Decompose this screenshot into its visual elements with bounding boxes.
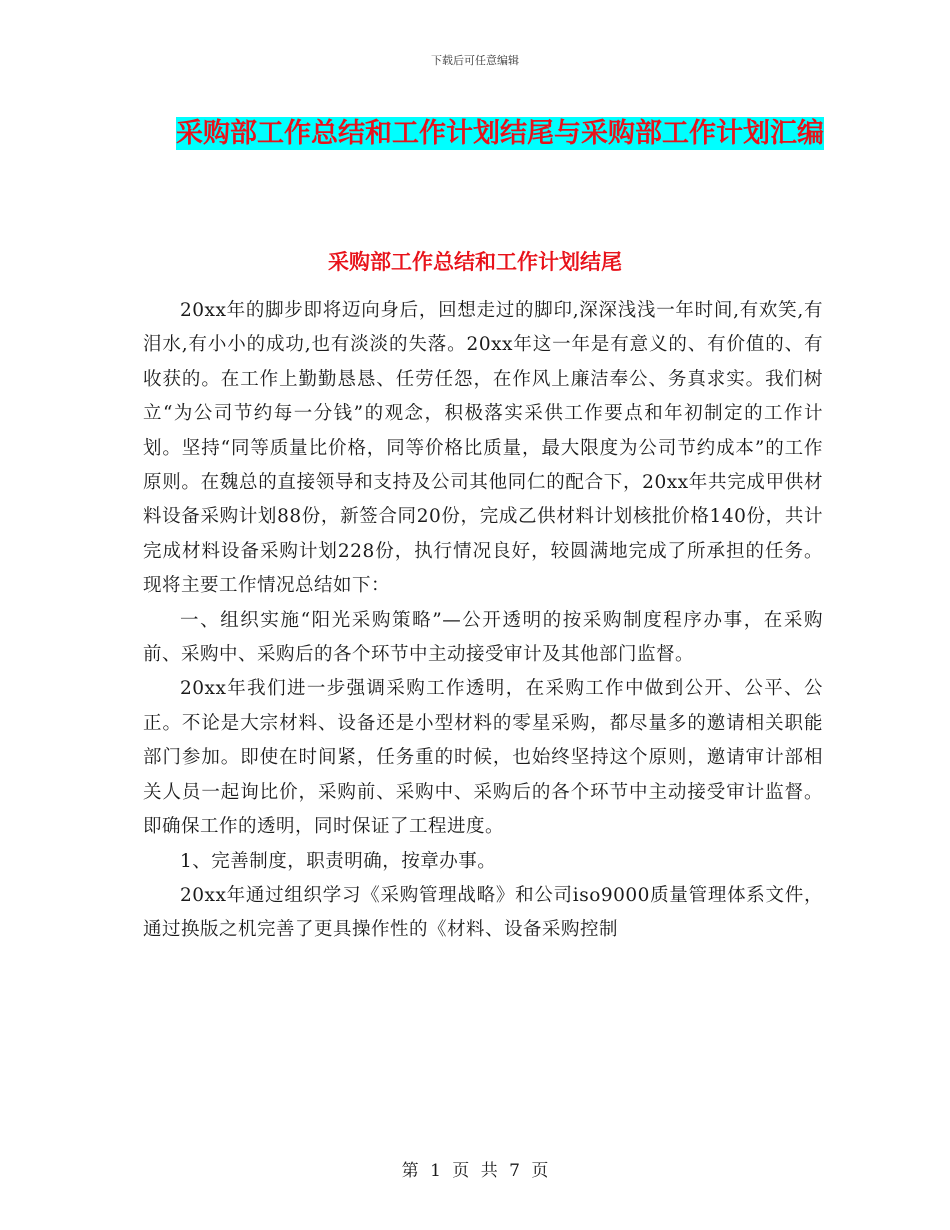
page-number-footer: 第 1 页 共 7 页 [401, 1161, 549, 1181]
paragraph: 1、完善制度，职责明确，按章办事。 [180, 850, 497, 872]
paragraph: 20xx年我们进一步强调采购工作透明，在采购工作中做到公开、公平、公正。不论是大宗材料、设备还是小型材料的零星采购，都尽量多的邀请相关职能部门参加。即使在时间紧，任务重的时候，也始终坚持这个原则，邀请审计部相关人员一起询比价，采购前、采购中、采购后的各个环节中主动接受审计监督。即确保工作的透明，同时保证了工程进度。 [143, 678, 823, 838]
section-title: 采购部工作总结和工作计划结尾 [328, 250, 622, 274]
paragraph: 20xx年的脚步即将迈向身后，回想走过的脚印,深深浅浅一年时间,有欢笑,有泪水,有小小的成功,也有淡淡的失落。20xx年这一年是有意义的、有价值的、有收获的。在工作上勤勤恳恳、任劳任怨，在作风上廉洁奉公、务真求实。我们树立“为公司节约每一分钱”的观念，积极落实采供工作要点和年初制定的工作计划。坚持“同等质量比价格，同等价格比质量，最大限度为公司节约成本”的工作原则。在魏总的直接领导和支持及公司其他同仁的配合下，20xx年共完成甲供材料设备采购计划88份，新签合同20份，完成乙供材料计划核批价格140份，共计完成材料设备采购计划228份，执行情况良好，较圆满地完成了所承担的任务。现将主要工作情况总结如下： [143, 300, 823, 597]
document-body [143, 294, 823, 948]
document-title-text: 采购部工作总结和工作计划结尾与采购部工作计划汇编 [176, 118, 824, 149]
document-title [150, 110, 850, 158]
paragraph: 20xx年通过组织学习《采购管理战略》和公司iso9000质量管理体系文件，通过换版之机完善了更具操作性的《材料、设备采购控制 [143, 884, 823, 941]
page-header-note: 下载后可任意编辑 [431, 54, 519, 67]
paragraph: 一、组织实施“阳光采购策略”—公开透明的按采购制度程序办事，在采购前、采购中、采购后的各个环节中主动接受审计及其他部门监督。 [143, 609, 823, 666]
